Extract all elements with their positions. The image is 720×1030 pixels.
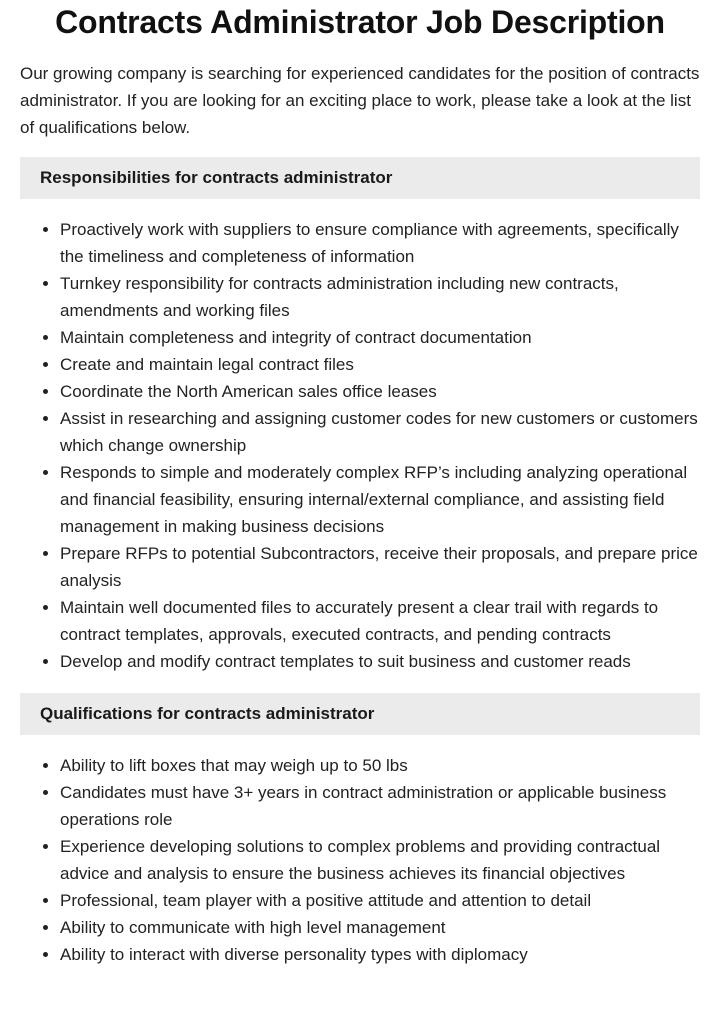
list-item: • Professional, team player with a positive attitude and attention to detail (60, 887, 700, 914)
list-item: • Create and maintain legal contract files (60, 351, 700, 378)
list-item: • Ability to interact with diverse personality types with diplomacy (60, 941, 700, 968)
qualifications-list (20, 752, 700, 968)
responsibilities-list (20, 216, 700, 675)
qualifications-heading: Qualifications for contracts administrator (20, 693, 700, 735)
list-item: • Turnkey responsibility for contracts administration including new contracts, amendments and working files (60, 270, 700, 324)
list-item: • Maintain well documented files to accurately present a clear trail with regards to contract templates, approvals, executed contracts, and pending contracts (60, 594, 700, 648)
list-item: • Prepare RFPs to potential Subcontractors, receive their proposals, and prepare price analysis (60, 540, 700, 594)
responsibilities-heading: Responsibilities for contracts administrator (20, 157, 700, 199)
list-item: • Ability to lift boxes that may weigh up to 50 lbs (60, 752, 700, 779)
list-item: • Candidates must have 3+ years in contract administration or applicable business operations role (60, 779, 700, 833)
page-title: Contracts Administrator Job Description (55, 4, 665, 40)
list-item: • Ability to communicate with high level management (60, 914, 700, 941)
list-item: • Assist in researching and assigning customer codes for new customers or customers which change ownership (60, 405, 700, 459)
list-item: • Proactively work with suppliers to ensure compliance with agreements, specifically the timeliness and completeness of information (60, 216, 700, 270)
list-item: • Develop and modify contract templates to suit business and customer reads (60, 648, 700, 675)
list-item: • Maintain completeness and integrity of contract documentation (60, 324, 700, 351)
intro-paragraph: Our growing company is searching for experienced candidates for the position of contracts administrator. If you are looking for an exciting place to work, please take a look at the list of qualifications below. (20, 64, 700, 137)
list-item: • Coordinate the North American sales office leases (60, 378, 700, 405)
list-item: • Responds to simple and moderately complex RFP’s including analyzing operational and financial feasibility, ensuring internal/external compliance, and assisting field management in making business decisions (60, 459, 700, 540)
list-item: • Experience developing solutions to complex problems and providing contractual advice and analysis to ensure the business achieves its financial objectives (60, 833, 700, 887)
